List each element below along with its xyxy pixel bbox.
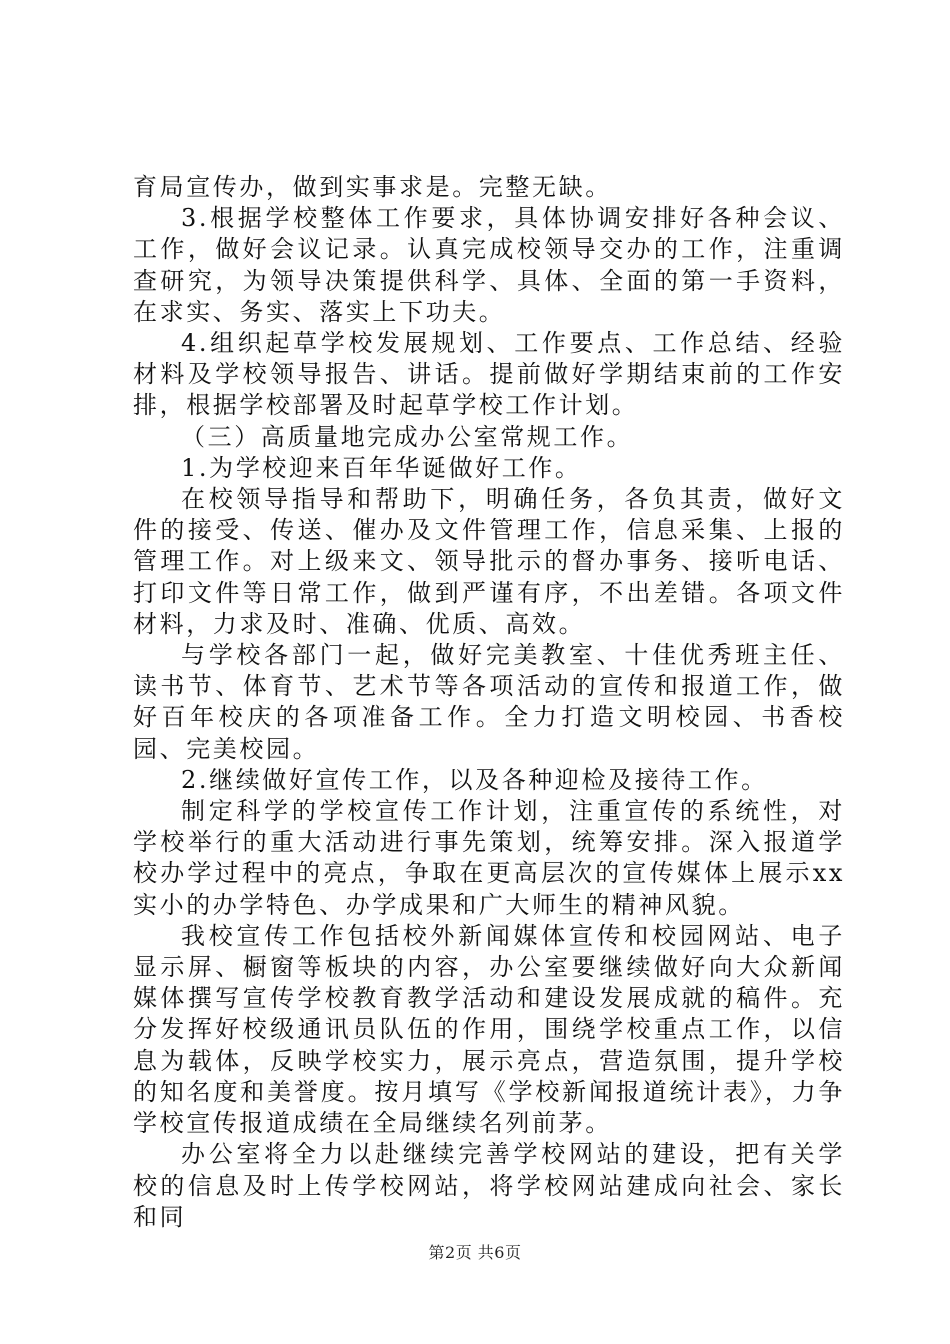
paragraph-publicity-work: 我校宣传工作包括校外新闻媒体宣传和校园网站、电子显示屏、橱窗等板块的内容，办公室要继续做好向大众新闻媒体撰写宣传学校教育教学活动和建设发展成就的稿件。充分发挥好校级通讯员队伍的作用，围绕学校重点工作，以信息为载体，反映学校实力，展示亮点，营造氛围，提升学校的知名度和美誉度。按月填写《学校新闻报道统计表》，力争学校宣传报道成绩在全局继续名列前茅。: [133, 921, 845, 1138]
paragraph-document-management: 在校领导指导和帮助下，明确任务，各负其责，做好文件的接受、传送、催办及文件管理工作，信息采集、上报的管理工作。对上级来文、领导批示的督办事务、接听电话、打印文件等日常工作，做到严谨有序，不出差错。各项文件材料，力求及时、准确、优质、高效。: [133, 485, 845, 638]
paragraph-continuation: 育局宣传办，做到实事求是。完整无缺。: [133, 173, 612, 201]
paragraph-campus-activities: 与学校各部门一起，做好完美教室、十佳优秀班主任、读书节、体育节、艺术节等各项活动的宣传和报道工作，做好百年校庆的各项准备工作。全力打造文明校园、书香校园、完美校园。: [133, 641, 845, 763]
section-heading-3: （三）高质量地完成办公室常规工作。: [181, 422, 634, 451]
paragraph-school-website: 办公室将全力以赴继续完善学校网站的建设，把有关学校的信息及时上传学校网站，将学校网站建成向社会、家长和同: [133, 1140, 845, 1231]
subheading-1: 1.为学校迎来百年华诞做好工作。: [181, 453, 582, 482]
page-footer: [0, 1243, 950, 1263]
document-body: [133, 172, 845, 1233]
paragraph-item-3: 3.根据学校整体工作要求，具体协调安排好各种会议、工作，做好会议记录。认真完成校领导交办的工作，注重调查研究，为领导决策提供科学、具体、全面的第一手资料，在求实、务实、落实上下功夫。: [133, 204, 845, 326]
paragraph-publicity-plan: 制定科学的学校宣传工作计划，注重宣传的系统性，对学校举行的重大活动进行事先策划，统筹安排。深入报道学校办学过程中的亮点，争取在更高层次的宣传媒体上展示xx实小的办学特色、办学成果和广大师生的精神风貌。: [133, 797, 845, 919]
subheading-2: 2.继续做好宣传工作，以及各种迎检及接待工作。: [181, 765, 768, 794]
paragraph-item-4: 4.组织起草学校发展规划、工作要点、工作总结、经验材料及学校领导报告、讲话。提前做好学期结束前的工作安排，根据学校部署及时起草学校工作计划。: [133, 329, 845, 420]
page-number: 第2页 共6页: [428, 1243, 522, 1262]
